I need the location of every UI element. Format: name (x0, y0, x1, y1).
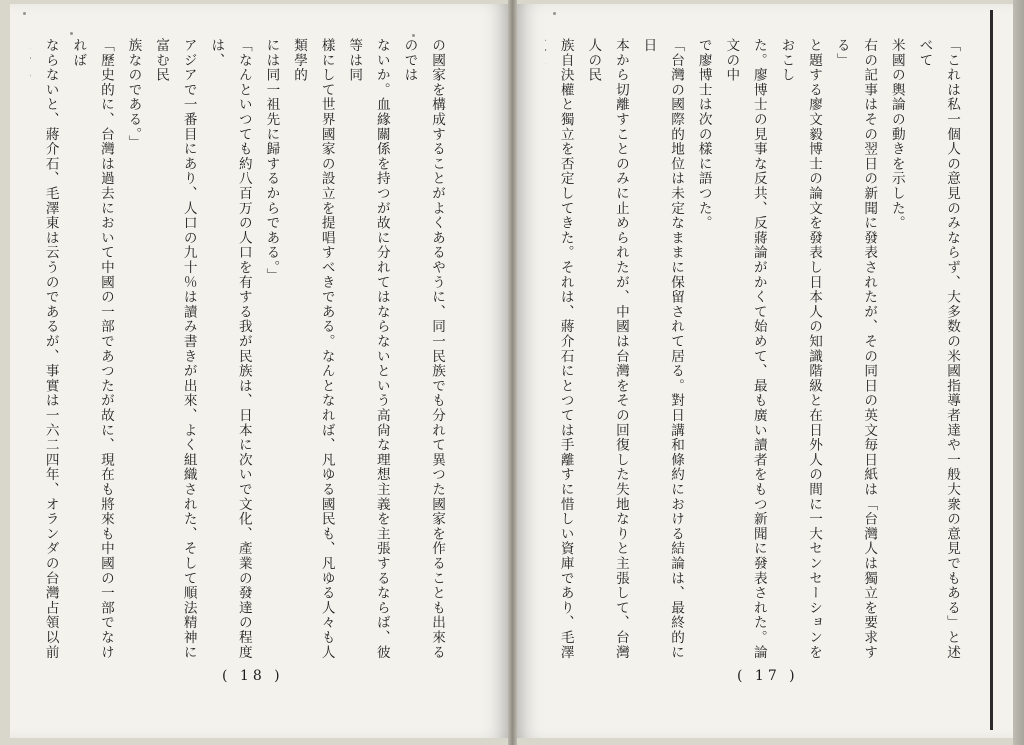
text-column: で廖博士は次の樣に語つた。 (695, 38, 712, 231)
text-column: 「歷史的に、台灣は過去において中國の一部であつたが故に、現在も將來も中國の一部でなければ (70, 38, 114, 660)
text-column: 族なのである。」 (125, 38, 142, 150)
text-column: アジアで一番目にあり、人口の九十％は讀み書きが出來、よく組織された、そして順法精神に富む民 (153, 38, 197, 660)
text-column: 米國の輿論の動きを示した。 (888, 38, 905, 231)
right-page-text (545, 38, 965, 666)
text-column: には同一祖先に歸するからである。」 (263, 38, 280, 283)
text-column: 「これは私一個人の意見のみならず、大多数の米國指導者達や一般大衆の意見でもある」と述べて (916, 38, 960, 660)
page-edge-line (990, 10, 993, 730)
book-gutter (508, 0, 517, 745)
text-column: ないか。血緣關係を持つが故に分れてはならないという高尙な理想主義を主張するならば、彼等は同 (346, 38, 390, 660)
text-column: ならないと、蔣介石、毛澤東は云うのであるが、事實は一六二四年、オランダの台灣占領以前 (42, 38, 59, 660)
text-column: 族自決權と獨立を否定してきた。それは、蔣介石にとつては手離すに惜しい資庫であり、毛澤 (557, 38, 574, 660)
ink-speck (412, 34, 415, 37)
page-number-left: ( 18 ) (222, 668, 284, 684)
text-column: 「なんといつても約八百万の人口を有する我が民族は、日本に次いで文化、產業の發達の程度は、 (208, 38, 252, 660)
text-column: た。廖博士の見事な反共、反蔣論がかくて始めて、最も廣い讀者をもつ新聞に發表された。論文の中 (723, 38, 767, 660)
text-column: の國家を構成することがよくあるやうに、同一民族でも分れて異つた國家を作ることも出來るのでは (401, 38, 445, 660)
text-column: と題する廖文毅博士の論文を發表し日本人の知識階級と在日外人の間に一大センセーションをおこし (778, 38, 823, 660)
page-edge-stack (1013, 0, 1024, 745)
left-page-text (30, 38, 450, 666)
ink-speck (23, 12, 26, 15)
page-number-right: ( 17 ) (737, 668, 799, 684)
text-column: 樣にして世界國家の設立を提唱すべきである。なんとなれば、凡ゆる國民も、凡ゆる人々も人類學的 (291, 38, 335, 660)
text-column: 「台灣の國際的地位は未定なままに保留されて居る。對日講和條約における結論は、最終的に日 (640, 38, 685, 660)
ink-speck (553, 12, 556, 15)
text-column: 右の記事はその翌日の新聞に發表されたが、その同日の英文毎日紙は「台灣人は獨立を要求する」 (833, 38, 878, 660)
text-column: 本から切離すことのみに止められたが、中國は台灣をその回復した失地なりと主張して、台灣人の民 (585, 38, 629, 660)
ink-speck (70, 32, 73, 35)
